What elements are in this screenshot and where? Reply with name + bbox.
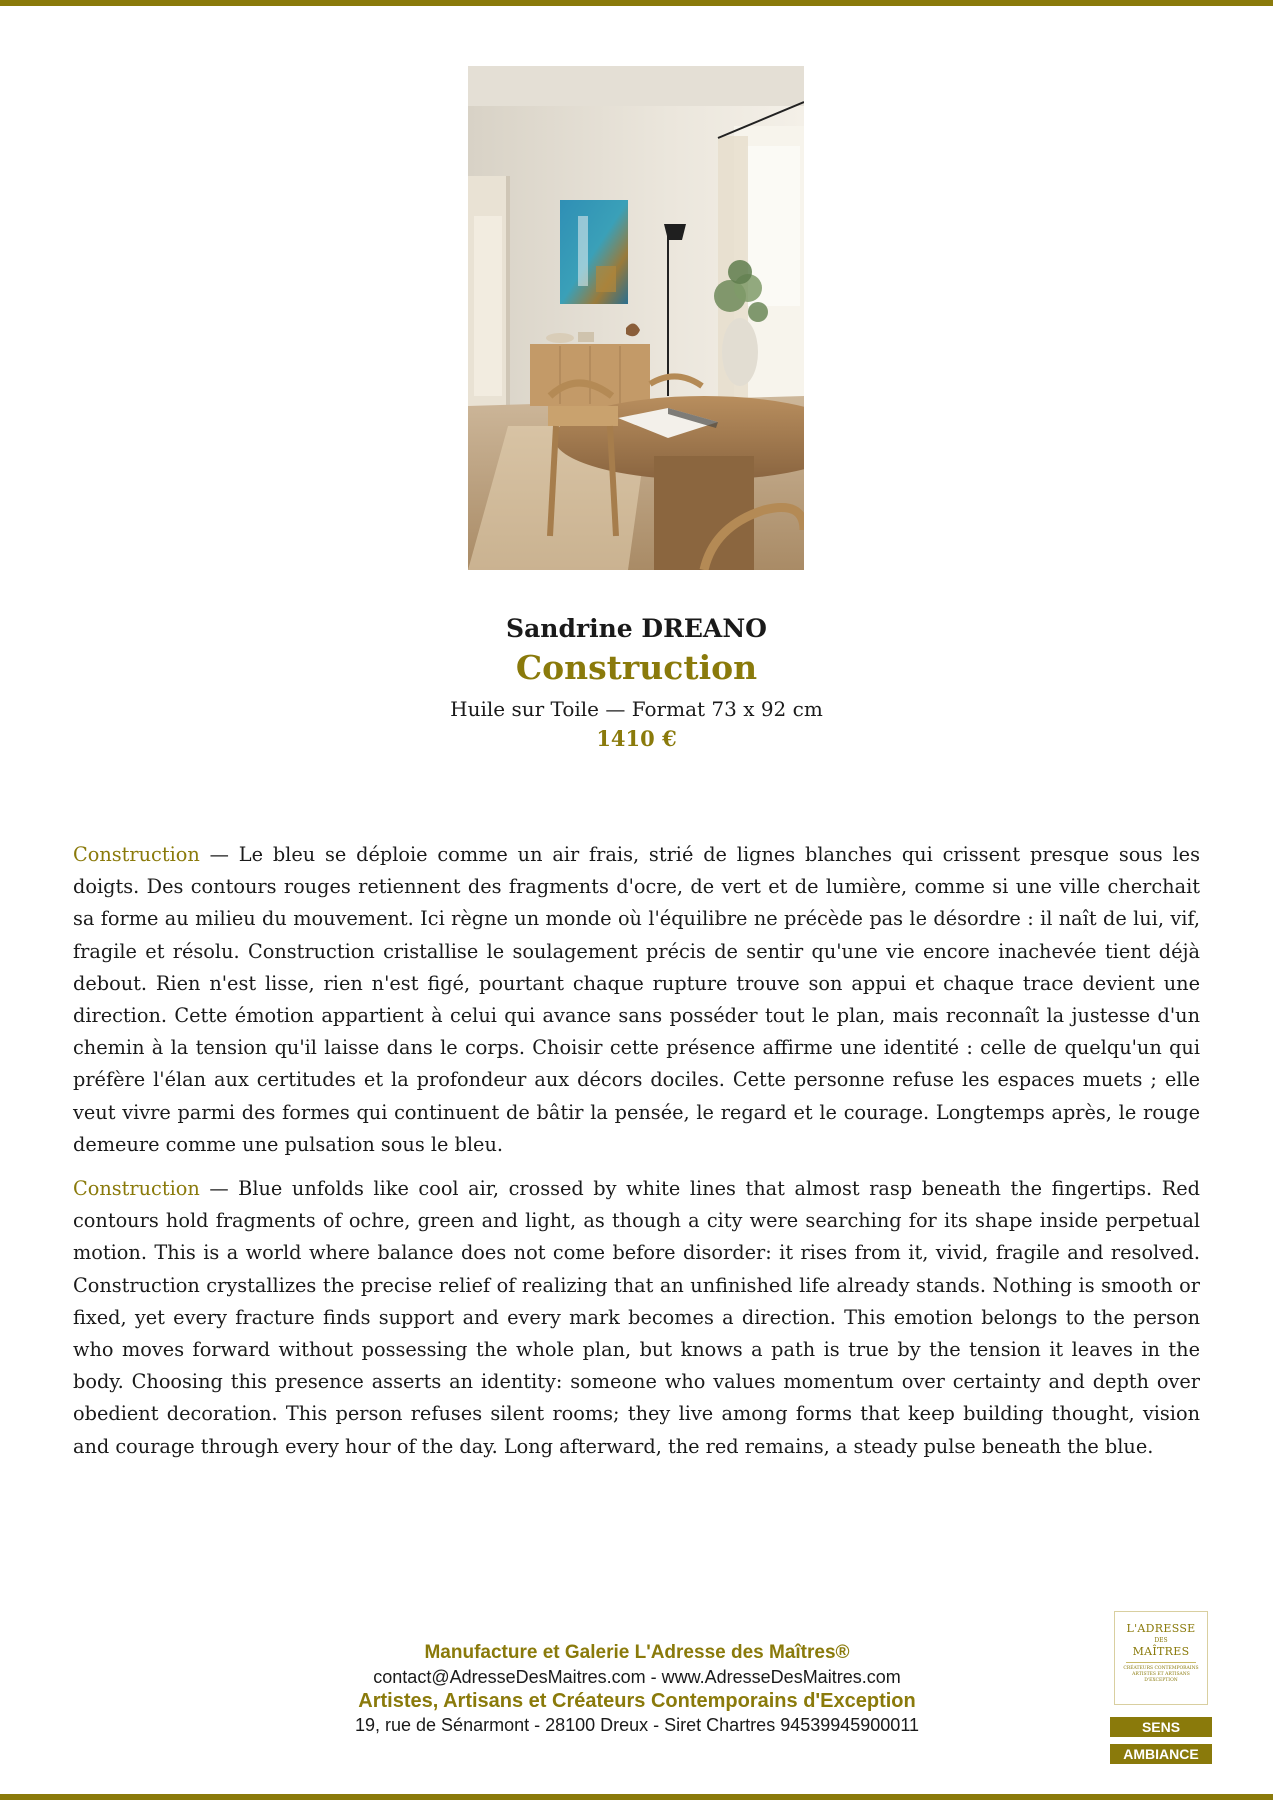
artwork-title: Construction xyxy=(515,648,758,687)
logo-line-4: CRÉATEURS CONTEMPORAINS ARTISTES ET ARTISANS D'EXCEPTION xyxy=(1123,1666,1199,1683)
logo-line-1: L'ADRESSE xyxy=(1126,1622,1196,1635)
gallery-footer xyxy=(237,1641,1037,1737)
tag-sens: SENS xyxy=(1110,1717,1212,1737)
artwork-header xyxy=(0,612,1273,754)
description-english-keyword: Construction xyxy=(73,1177,200,1201)
footer-tagline: Artistes, Artisans et Créateurs Contemporains d'Exception xyxy=(358,1690,916,1712)
bottom-border xyxy=(0,1794,1273,1800)
footer-contact: contact@AdresseDesMaitres.com - www.AdresseDesMaitres.com xyxy=(373,1667,901,1687)
logo-divider xyxy=(1126,1662,1196,1663)
top-border xyxy=(0,0,1273,6)
description-english xyxy=(73,1173,1200,1463)
artwork-room-photo xyxy=(468,66,804,570)
artwork-medium-format: Huile sur Toile — Format 73 x 92 cm xyxy=(450,697,823,721)
artwork-description xyxy=(73,839,1200,1475)
footer-gallery-name: Manufacture et Galerie L'Adresse des Maîtres® xyxy=(424,1642,850,1663)
description-french-keyword: Construction xyxy=(73,843,200,866)
footer-address: 19, rue de Sénarmont - 28100 Dreux - Siret Chartres 94539945900011 xyxy=(354,1715,920,1735)
artwork-price: 1410 € xyxy=(596,726,677,751)
artist-name: Sandrine DREANO xyxy=(506,614,767,643)
description-french-text: — Le bleu se déploie comme un air frais, strié de lignes blanches qui crissent presque sous les doigts. Des contours rouges retiennent des fragments d'ocre, de vert et de lumière, comme si une ville cherchait sa forme au milieu du mouvement. Ici règne un monde où l'équilibre ne précède pas le désordre : il naît de lui, vif, fragile et résolu. Construction cristallise le soulagement précis de sentir qu'une vie encore inachevée tient déjà debout. Rien n'est lisse, rien n'est figé, pourtant chaque rupture trouve son appui et chaque trace devient une direction. Cette émotion appartient à celui qui avance sans posséder tout le plan, mais reconnaît la justesse d'un chemin à la tension qu'il laisse dans le corps. Choisir cette présence affirme une identité : celle de quelqu'un qui préfère l'élan aux certitudes et la profondeur aux décors dociles. Cette personne refuse les espaces muets ; elle veut vivre parmi des formes qui continuent de bâtir la pensée, le regard et le courage. Longtemps après, le rouge demeure comme une pulsation sous le bleu. xyxy=(73,843,1200,1156)
description-french xyxy=(73,839,1200,1161)
logo-line-2: DES xyxy=(1154,1637,1168,1644)
gallery-logo xyxy=(1114,1611,1208,1705)
description-english-text: — Blue unfolds like cool air, crossed by white lines that almost rasp beneath the fingertips. Red contours hold fragments of ochre, green and light, as though a city were searching for its shape inside perpetual motion. This is a world where balance does not come before disorder: it rises from it, vivid, fragile and resolved. Construction crystallizes the precise relief of realizing that an unfinished life already stands. Nothing is smooth or fixed, yet every fracture finds support and every mark becomes a direction. This emotion belongs to the person who moves forward without possessing the whole plan, but knows a path is true by the tension it leaves in the body. Choosing this presence asserts an identity: someone who values momentum over certainty and depth over obedient decoration. This person refuses silent rooms; they live among forms that keep building thought, vision and courage through every hour of the day. Long afterward, the red remains, a steady pulse beneath the blue. xyxy=(73,1177,1200,1458)
logo-line-3: MAÎTRES xyxy=(1132,1645,1190,1658)
tag-ambiance: AMBIANCE xyxy=(1110,1744,1212,1764)
